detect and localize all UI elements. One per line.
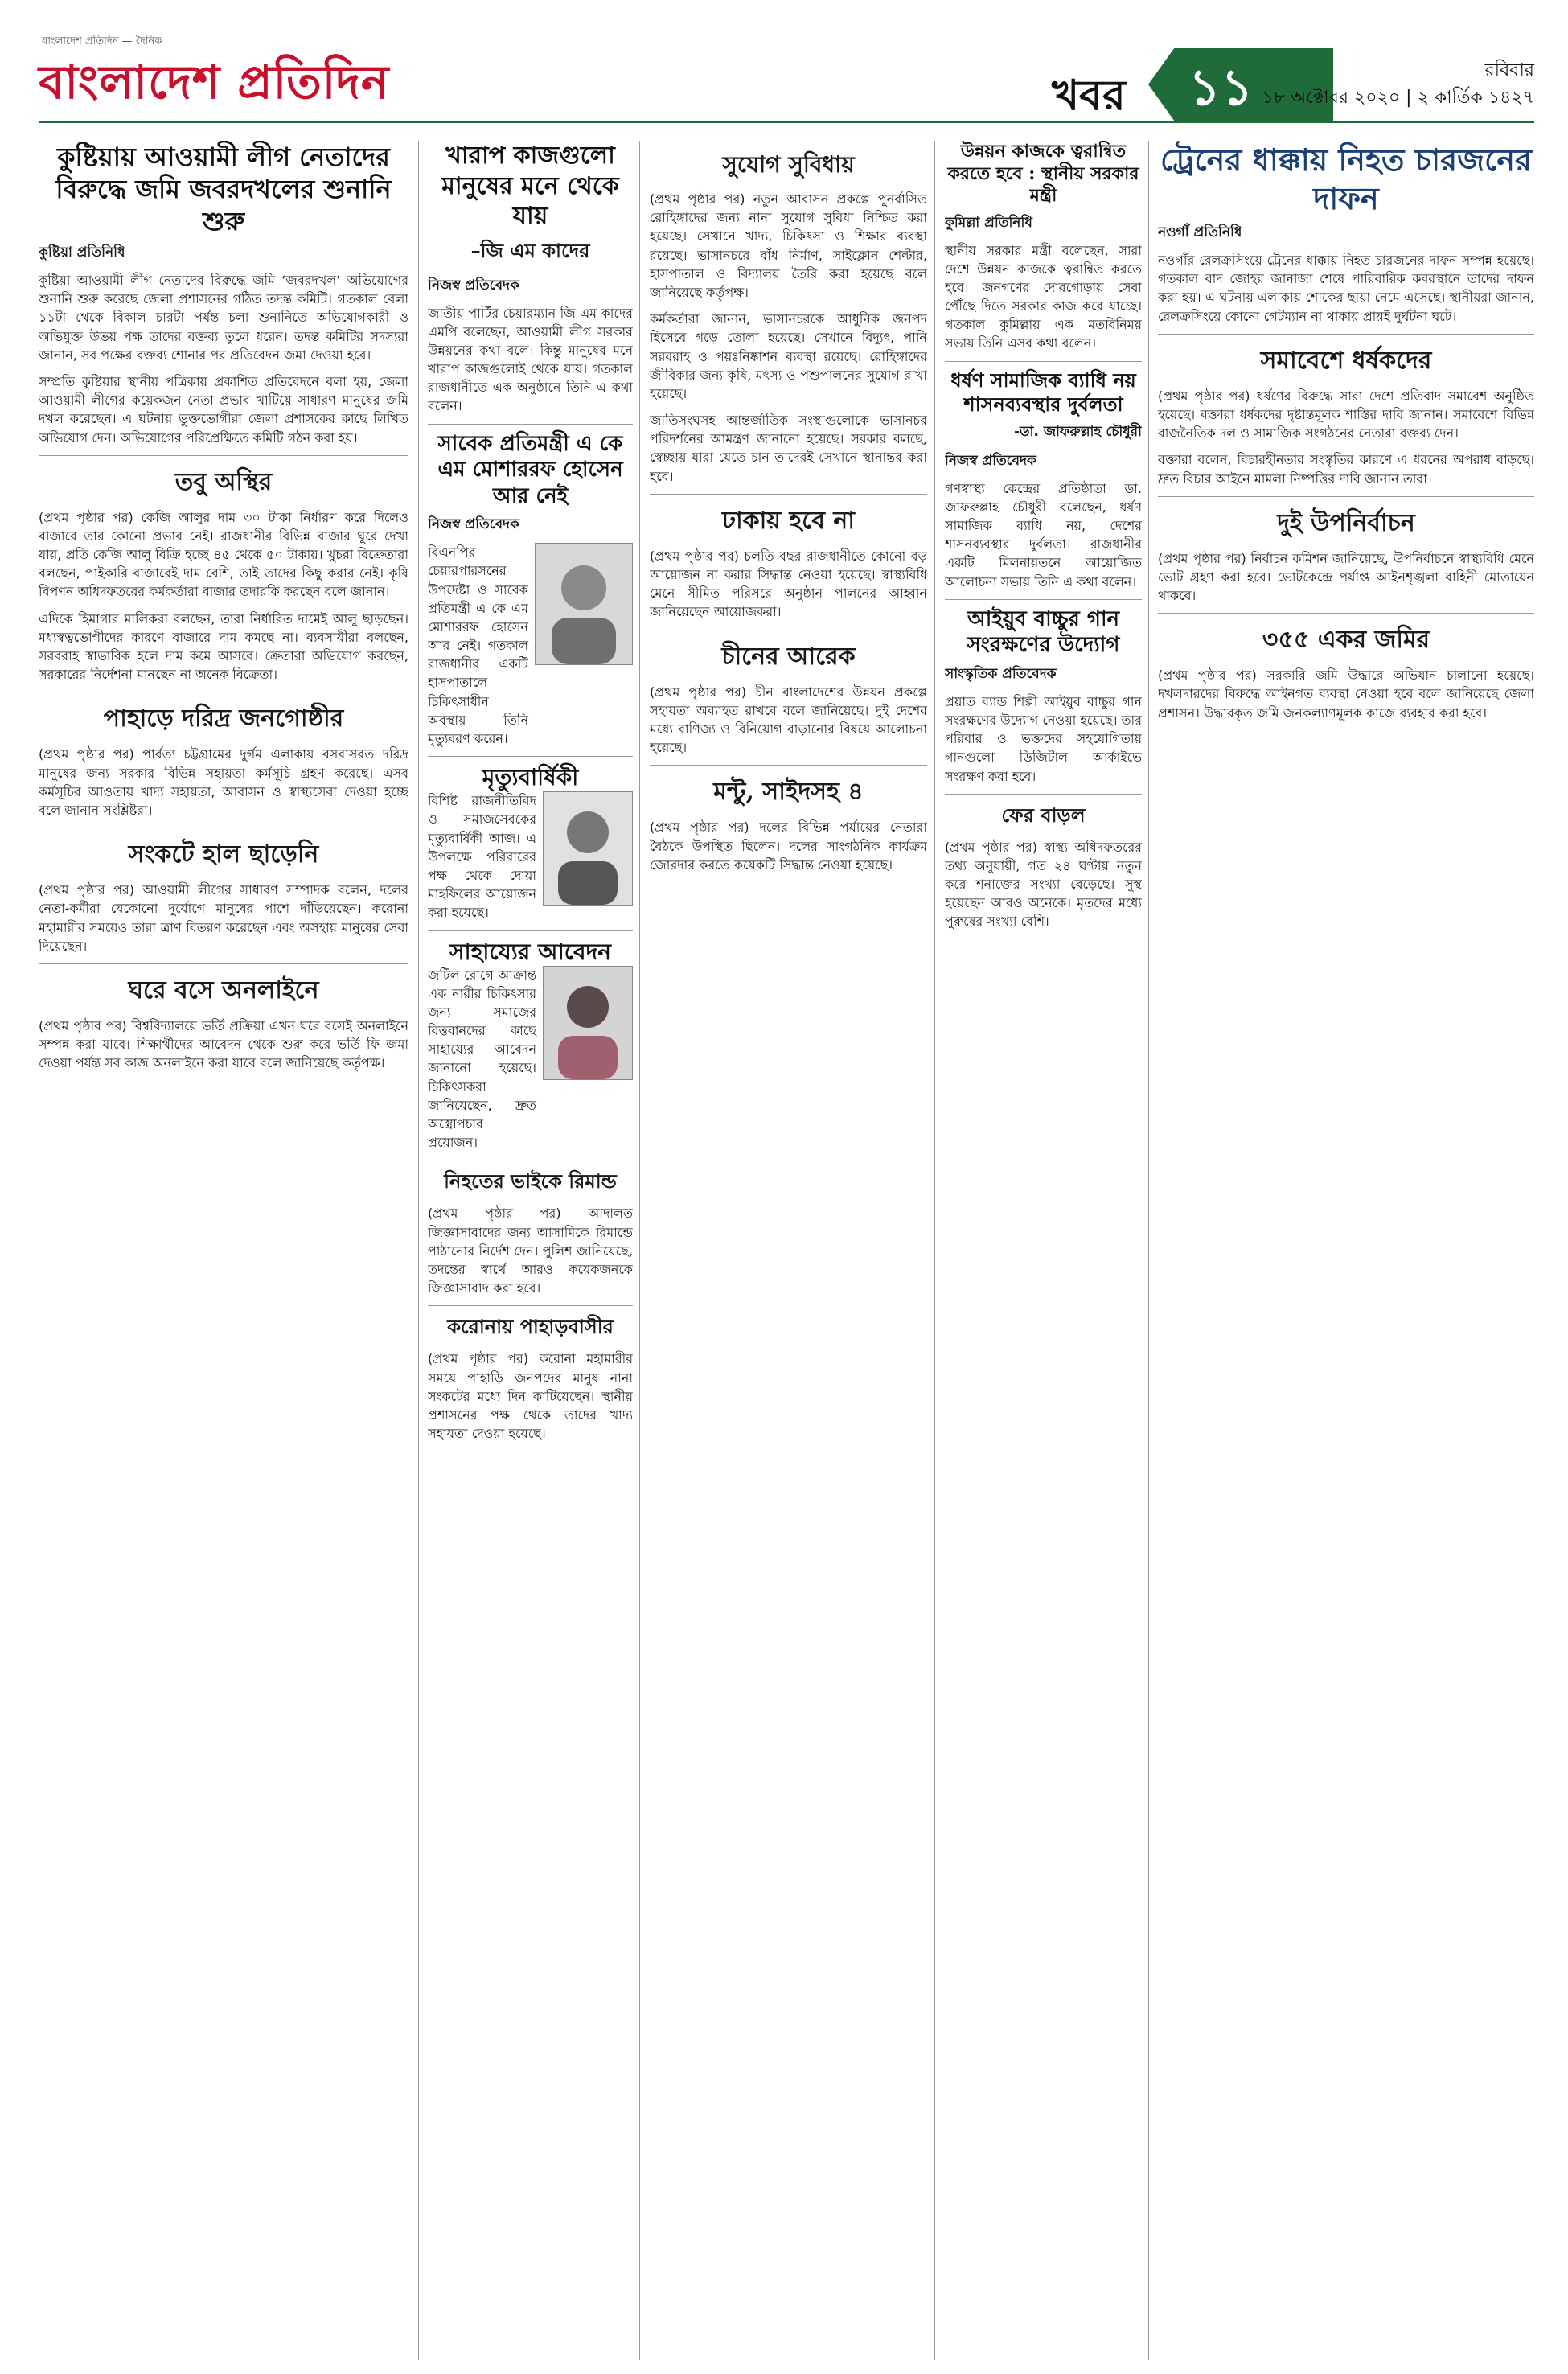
portrait-photo [543, 791, 633, 906]
column-divider [934, 141, 935, 2360]
article-text: (প্রথম পৃষ্ঠার পর) আওয়ামী লীগের সাধারণ সম্পাদক বলেন, দলের নেতা-কর্মীরা যেকোনো দুর্যোগে মানুষের পাশে দাঁড়িয়েছেন। করোনা মহামারীর সময়েও তারা ত্রাণ বিতরণ করেছেন এবং অসহায় মানুষের সেবা দিয়েছেন। [39, 882, 408, 954]
article-text: (প্রথম পৃষ্ঠার পর) নতুন আবাসন প্রকল্পে পুনর্বাসিত রোহিঙ্গাদের জন্য নানা সুযোগ সুবিধা নিশ্চিত করা হয়েছে। সেখানে খাদ্য, চিকিৎসা ও শিক্ষার ব্যবস্থা রয়েছে। ভাসানচরে বাঁধ নির্মাণ, সাইক্লোন শেল্টার, হাসপাতাল ও বিদ্যালয় তৈরি করা হয়েছে বলে জানিয়েছে কর্তৃপক্ষ। [650, 191, 927, 300]
article-text: (প্রথম পৃষ্ঠার পর) স্বাস্থ্য অধিদফতরের তথ্য অনুযায়ী, গত ২৪ ঘণ্টায় নতুন করে শনাক্তের সংখ্যা বেড়েছে। সুস্থ হয়েছেন আরও অনেকে। মৃতদের মধ্যে পুরুষের সংখ্যা বেশি। [945, 839, 1142, 930]
divider [428, 930, 633, 931]
page-number: ১১ [1188, 58, 1254, 117]
column-divider [639, 141, 640, 2360]
subheading-online: ঘরে বসে অনলাইনে [128, 975, 319, 1004]
masthead-divider [39, 121, 1534, 123]
byline: নিজস্ব প্রতিবেদক [428, 277, 519, 294]
quote-attribution: –জি এম কাদের [470, 239, 590, 262]
divider [428, 424, 633, 425]
headline-development: উন্নয়ন কাজকে ত্বরান্বিত করতে হবে : স্থানীয় সরকার মন্ত্রী [947, 141, 1139, 206]
article-text: বক্তারা বলেন, বিচারহীনতার সংস্কৃতির কারণে এ ধরনের অপরাধ বাড়ছে। দ্রুত বিচার আইনে মামলা নিষ্পত্তির দাবি জানান তারা। [1158, 452, 1534, 487]
byline-kushtia: কুষ্টিয়া প্রতিনিধি [39, 244, 125, 261]
subheading-montu: মন্টু, সাইদসহ ৪ [713, 778, 864, 807]
headline-ayub-bachchu: আইয়ুব বাচ্চুর গান সংরক্ষণের উদ্যোগ [967, 606, 1120, 658]
article-text: নওগাঁর রেলক্রসিংয়ে ট্রেনের ধাক্কায় নিহত চারজনের দাফন সম্পন্ন হয়েছে। গতকাল বাদ জোহর জানাজা শেষে পারিবারিক কবরস্থানে তাদের দাফন করা হয়। এ ঘটনায় এলাকায় শোকের ছায়া নেমে এসেছে। স্থানীয়রা জানান, রেলক্রসিংয়ে কোনো গেটম্যান না থাকায় প্রায়ই দুর্ঘটনা ঘটে। [1158, 253, 1534, 324]
headline-kushtia: কুষ্টিয়ায় আওয়ামী লীগ নেতাদের বিরুদ্ধে জমি জবরদখলের শুনানি শুরু [55, 142, 392, 236]
subheading-crisis: সংকটে হাল ছাড়েনি [128, 840, 319, 869]
column-1 [39, 141, 408, 2360]
article-text: প্রয়াত ব্যান্ড শিল্পী আইয়ুব বাচ্চুর গান সংরক্ষণের উদ্যোগ নেওয়া হয়েছে। তার পরিবার ও ভক্তদের সহযোগিতায় গানগুলো ডিজিটাল আর্কাইভে সংরক্ষণ করা হবে। [945, 693, 1142, 784]
divider [650, 494, 927, 495]
divider [428, 756, 633, 757]
article-text: (প্রথম পৃষ্ঠার পর) চলতি বছর রাজধানীতে কোনো বড় আয়োজন না করার সিদ্ধান্ত নেওয়া হয়েছে। স্বাস্থ্যবিধি মেনে সীমিত পরিসরে অনুষ্ঠান পালনের আহ্বান জানিয়েছেন আয়োজকরা। [650, 548, 927, 620]
subheading-facilities: সুযোগ সুবিধায় [722, 151, 855, 178]
headline-appeal: সাহায্যের আবেদন [449, 938, 611, 965]
column-divider [1148, 141, 1149, 2360]
subheading-dhaka: ঢাকায় হবে না [721, 506, 856, 535]
article-text: (প্রথম পৃষ্ঠার পর) পার্বত্য চট্টগ্রামের দুর্গম এলাকায় বসবাসরত দরিদ্র মানুষের জন্য সরকার বিভিন্ন সহায়তা কর্মসূচি গ্রহণ করেছে। এসব কর্মসূচির আওতায় খাদ্য সহায়তা, আবাসন ও স্বাস্থ্যসেবা দেওয়া হচ্ছে বলে জানান সংশ্লিষ্টরা। [39, 746, 408, 818]
article-text: বিএনপির চেয়ারপারসনের উপদেষ্টা ও সাবেক প্রতিমন্ত্রী এ কে এম মোশাররফ হোসেন আর নেই। গতকাল রাজধানীর একটি হাসপাতালে চিকিৎসাধীন অবস্থায় তিনি মৃত্যুবরণ করেন। [428, 544, 528, 746]
divider [650, 765, 927, 766]
subheading-land: ৩৫৫ একর জমির [1262, 626, 1430, 655]
article-text: (প্রথম পৃষ্ঠার পর) সরকারি জমি উদ্ধারে অভিযান চালানো হয়েছে। দখলদারদের বিরুদ্ধে আইনগত ব্যবস্থা নেওয়া হবে বলে জানিয়েছে জেলা প্রশাসন। উদ্ধারকৃত জমি জনকল্যাণমূলক কাজে ব্যবহার করা হবে। [1158, 667, 1534, 721]
subheading-increase: ফের বাড়ল [1001, 803, 1086, 827]
newspaper-logo: বাংলাদেশ প্রতিদিন [39, 55, 390, 109]
article-text: জাতিসংঘসহ আন্তর্জাতিক সংস্থাগুলোকে ভাসানচর পরিদর্শনের আমন্ত্রণ জানানো হয়েছে। সরকার বলছে, স্বেচ্ছায় যারা যেতে চান তাদেরই সেখানে স্থানান্তর করা হবে। [650, 413, 927, 484]
article-text: (প্রথম পৃষ্ঠার পর) চীন বাংলাদেশের উন্নয়ন প্রকল্পে সহায়তা অব্যাহত রাখবে বলে জানিয়েছে। দুই দেশের মধ্যে বাণিজ্য ও বিনিয়োগ বাড়ানোর বিষয়ে আলোচনা হয়েছে। [650, 684, 927, 756]
divider [39, 455, 408, 456]
masthead-tagline: বাংলাদেশ প্রতিদিন — দৈনিক [42, 35, 162, 47]
byline: নিজস্ব প্রতিবেদক [428, 516, 519, 533]
divider [945, 794, 1142, 795]
divider [945, 361, 1142, 362]
divider [1158, 334, 1534, 335]
article-text: (প্রথম পৃষ্ঠার পর) ধর্ষণের বিরুদ্ধে সারা দেশে প্রতিবাদ সমাবেশ অনুষ্ঠিত হয়েছে। বক্তারা ধর্ষকদের দৃষ্টান্তমূলক শাস্তির দাবি জানান। সমাবেশে বিভিন্ন রাজনৈতিক দল ও সামাজিক সংগঠনের নেতারা বক্তব্য দেন। [1158, 388, 1534, 442]
subheading-china: চীনের আরেক [721, 642, 856, 671]
headline-gm-quader: খারাপ কাজগুলো মানুষের মনে থেকে যায় [441, 142, 619, 230]
article-text: কুষ্টিয়া আওয়ামী লীগ নেতাদের বিরুদ্ধে জমি ‘জবরদখল’ অভিযোগের শুনানি শুরু করেছে জেলা প্রশাসনের গঠিত তদন্ত কমিটি। গতকাল বেলা ১১টা থেকে বিকাল চারটা পর্যন্ত চলা শুনানিতে অভিযোগকারী ও অভিযুক্ত উভয় পক্ষ তাদের বক্তব্য তুলে ধরেন। তদন্ত কমিটির সদস্যরা জানান, সব পক্ষের বক্তব্য শোনার পর প্রতিবেদন জমা দেওয়া হবে। [39, 273, 408, 363]
article-text: বিশিষ্ট রাজনীতিবিদ ও সমাজসেবকের মৃত্যুবার্ষিকী আজ। এ উপলক্ষে পরিবারের পক্ষ থেকে দোয়া মাহফিলের আয়োজন করা হয়েছে। [428, 793, 536, 921]
portrait-photo [543, 966, 633, 1080]
article-text: (প্রথম পৃষ্ঠার পর) করোনা মহামারীর সময়ে পাহাড়ি জনপদের মানুষ নানা সংকটের মধ্যে দিন কাটিয়েছেন। স্থানীয় প্রশাসনের পক্ষ থেকে তাদের খাদ্য সহায়তা দেওয়া হয়েছে। [428, 1351, 633, 1442]
subheading-hill: পাহাড়ে দরিদ্র জনগোষ্ঠীর [103, 704, 344, 733]
article-text: সম্প্রতি কুষ্টিয়ার স্থানীয় পত্রিকায় প্রকাশিত প্রতিবেদনে বলা হয়, জেলা আওয়ামী লীগের কয়েকজন নেতা প্রভাব খাটিয়ে সাধারণ মানুষের জমি দখল করেছেন। এ ঘটনায় ভুক্তভোগীরা জেলা প্রশাসকের কাছে লিখিত অভিযোগ দেন। অভিযোগের পরিপ্রেক্ষিতে কমিটি গঠন করা হয়। [39, 373, 408, 446]
issue-day: রবিবার [1484, 60, 1534, 80]
byline: নওগাঁ প্রতিনিধি [1158, 224, 1242, 240]
divider [428, 1305, 633, 1306]
column-4 [945, 141, 1142, 2360]
article-text: গণস্বাস্থ্য কেন্দ্রের প্রতিষ্ঠাতা ডা. জাফরুল্লাহ চৌধুরী বলেছেন, ধর্ষণ সামাজিক ব্যাধি নয়, দেশের শাসনব্যবস্থার দুর্বলতা। রাজধানীর একটি মিলনায়তনে আয়োজিত আলোচনা সভায় তিনি এ কথা বলেন। [945, 480, 1142, 589]
article-text: (প্রথম পৃষ্ঠার পর) কেজি আলুর দাম ৩০ টাকা নির্ধারণ করে দিলেও বাজারে তার কোনো প্রভাব নেই। রাজধানীর বিভিন্ন বাজার ঘুরে দেখা যায়, প্রতি কেজি আলু বিক্রি হচ্ছে ৪৫ থেকে ৫০ টাকায়। খুচরা বিক্রেতারা বলছেন, পাইকারি বাজারেই দাম বেশি, তাই তাদের কিছু করার নেই। কৃষি বিপণন অধিদফতরের কর্মকর্তারা বাজার তদারকি করছেন বলে জানান। [39, 509, 408, 600]
subheading-potato: তবু অস্থির [174, 467, 273, 496]
subheading-corona-hill: করোনায় পাহাড়বাসীর [447, 1315, 614, 1339]
article-text: জাতীয় পার্টির চেয়ারম্যান জি এম কাদের এমপি বলেছেন, আওয়ামী লীগ সরকার উন্নয়নের কথা বলে। কিন্তু মানুষের মনে খারাপ কাজগুলোই থেকে যায়। গতকাল রাজধানীতে এক অনুষ্ঠানে তিনি এ কথা বলেন। [428, 305, 633, 414]
portrait-photo [535, 543, 633, 665]
subheading-by-election: দুই উপনির্বাচন [1277, 508, 1415, 537]
headline-rape-governance: ধর্ষণ সামাজিক ব্যাধি নয় শাসনব্যবস্থার দুর্বলতা [950, 368, 1136, 416]
article-text: (প্রথম পৃষ্ঠার পর) বিশ্ববিদ্যালয়ে ভর্তি প্রক্রিয়া এখন ঘরে বসেই অনলাইনে সম্পন্ন করা যাবে। শিক্ষার্থীদের আবেদন থেকে শুরু করে ভর্তি ফি জমা দেওয়া পর্যন্ত সব কাজ অনলাইনে করা যাবে বলে জানিয়েছে কর্তৃপক্ষ। [39, 1017, 408, 1071]
subheading-rally: সমাবেশে ধর্ষকদের [1260, 346, 1432, 375]
column-3 [650, 141, 927, 2360]
section-title: খবর [1052, 72, 1126, 120]
headline-anniversary: মৃত্যুবার্ষিকী [482, 764, 579, 791]
column-5 [1158, 141, 1534, 2360]
article-text: (প্রথম পৃষ্ঠার পর) আদালত জিজ্ঞাসাবাদের জন্য আসামিকে রিমান্ডে পাঠানোর নির্দেশ দেন। পুলিশ জানিয়েছে, তদন্তের স্বার্থে আরও কয়েকজনকে জিজ্ঞাসাবাদ করা হবে। [428, 1205, 633, 1296]
masthead [39, 32, 1534, 145]
article-text: জটিল রোগে আক্রান্ত এক নারীর চিকিৎসার জন্য সমাজের বিত্তবানদের কাছে সাহায্যের আবেদন জানানো হয়েছে। চিকিৎসকরা জানিয়েছেন, দ্রুত অস্ত্রোপচার প্রয়োজন। [428, 967, 536, 1151]
divider [1158, 496, 1534, 497]
byline: কুমিল্লা প্রতিনিধি [945, 214, 1032, 231]
subheading-remand: নিহতের ভাইকে রিমান্ড [444, 1169, 617, 1193]
divider [1158, 613, 1534, 614]
headline-mosharraf: সাবেক প্রতিমন্ত্রী এ কে এম মোশাররফ হোসেন আর নেই [437, 431, 623, 508]
divider [39, 963, 408, 964]
article-text: (প্রথম পৃষ্ঠার পর) নির্বাচন কমিশন জানিয়েছে, উপনির্বাচনে স্বাস্থ্যবিধি মেনে ভোট গ্রহণ করা হবে। ভোটকেন্দ্রে পর্যাপ্ত আইনশৃঙ্খলা বাহিনী মোতায়েন থাকবে। [1158, 550, 1534, 604]
byline: সাংস্কৃতিক প্রতিবেদক [945, 665, 1057, 682]
article-text: কর্মকর্তারা জানান, ভাসানচরকে আধুনিক জনপদ হিসেবে গড়ে তোলা হয়েছে। সেখানে বিদ্যুৎ, পানি সরবরাহ ও পয়ঃনিষ্কাশন ব্যবস্থা রয়েছে। রোহিঙ্গাদের জীবিকার জন্য কৃষি, মৎস্য ও পশুপালনের সুযোগ রাখা হয়েছে। [650, 311, 927, 401]
headline-train-accident: ট্রেনের ধাক্কায় নিহত চারজনের দাফন [1160, 142, 1532, 216]
byline: নিজস্ব প্রতিবেদক [945, 452, 1036, 469]
article-text: স্থানীয় সরকার মন্ত্রী বলেছেন, সারা দেশে উন্নয়ন কাজকে ত্বরান্বিত করতে হবে। জনগণের দোরগোড়ায় সেবা পৌঁছে দিতে সরকার কাজ করে যাচ্ছে। গতকাল কুমিল্লায় এক মতবিনিময় সভায় তিনি এসব কথা বলেন। [945, 242, 1142, 351]
column-2 [428, 141, 633, 2360]
divider [945, 599, 1142, 600]
article-text: এদিকে হিমাগার মালিকরা বলছেন, তারা নির্ধারিত দামেই আলু ছাড়ছেন। মধ্যস্বত্বভোগীদের কারণে বাজারে দাম কমছে না। ব্যবসায়ীরা বলছেন, সরবরাহ স্বাভাবিক হলে দাম কমে আসবে। ক্রেতারা অভিযোগ করছেন, সরকারের নির্দেশনা মানছেন না অনেক বিক্রেতা। [39, 610, 408, 683]
issue-date: ১৮ অক্টোবর ২০২০ | ২ কার্তিক ১৪২৭ [1262, 88, 1534, 108]
column-divider [418, 141, 419, 2360]
quote-attribution: -ডা. জাফরুল্লাহ চৌধুরী [1013, 423, 1142, 440]
article-text: (প্রথম পৃষ্ঠার পর) দলের বিভিন্ন পর্যায়ের নেতারা বৈঠকে উপস্থিত ছিলেন। দলের সাংগঠনিক কার্যক্রম জোরদার করতে কয়েকটি সিদ্ধান্ত নেওয়া হয়েছে। [650, 819, 927, 873]
